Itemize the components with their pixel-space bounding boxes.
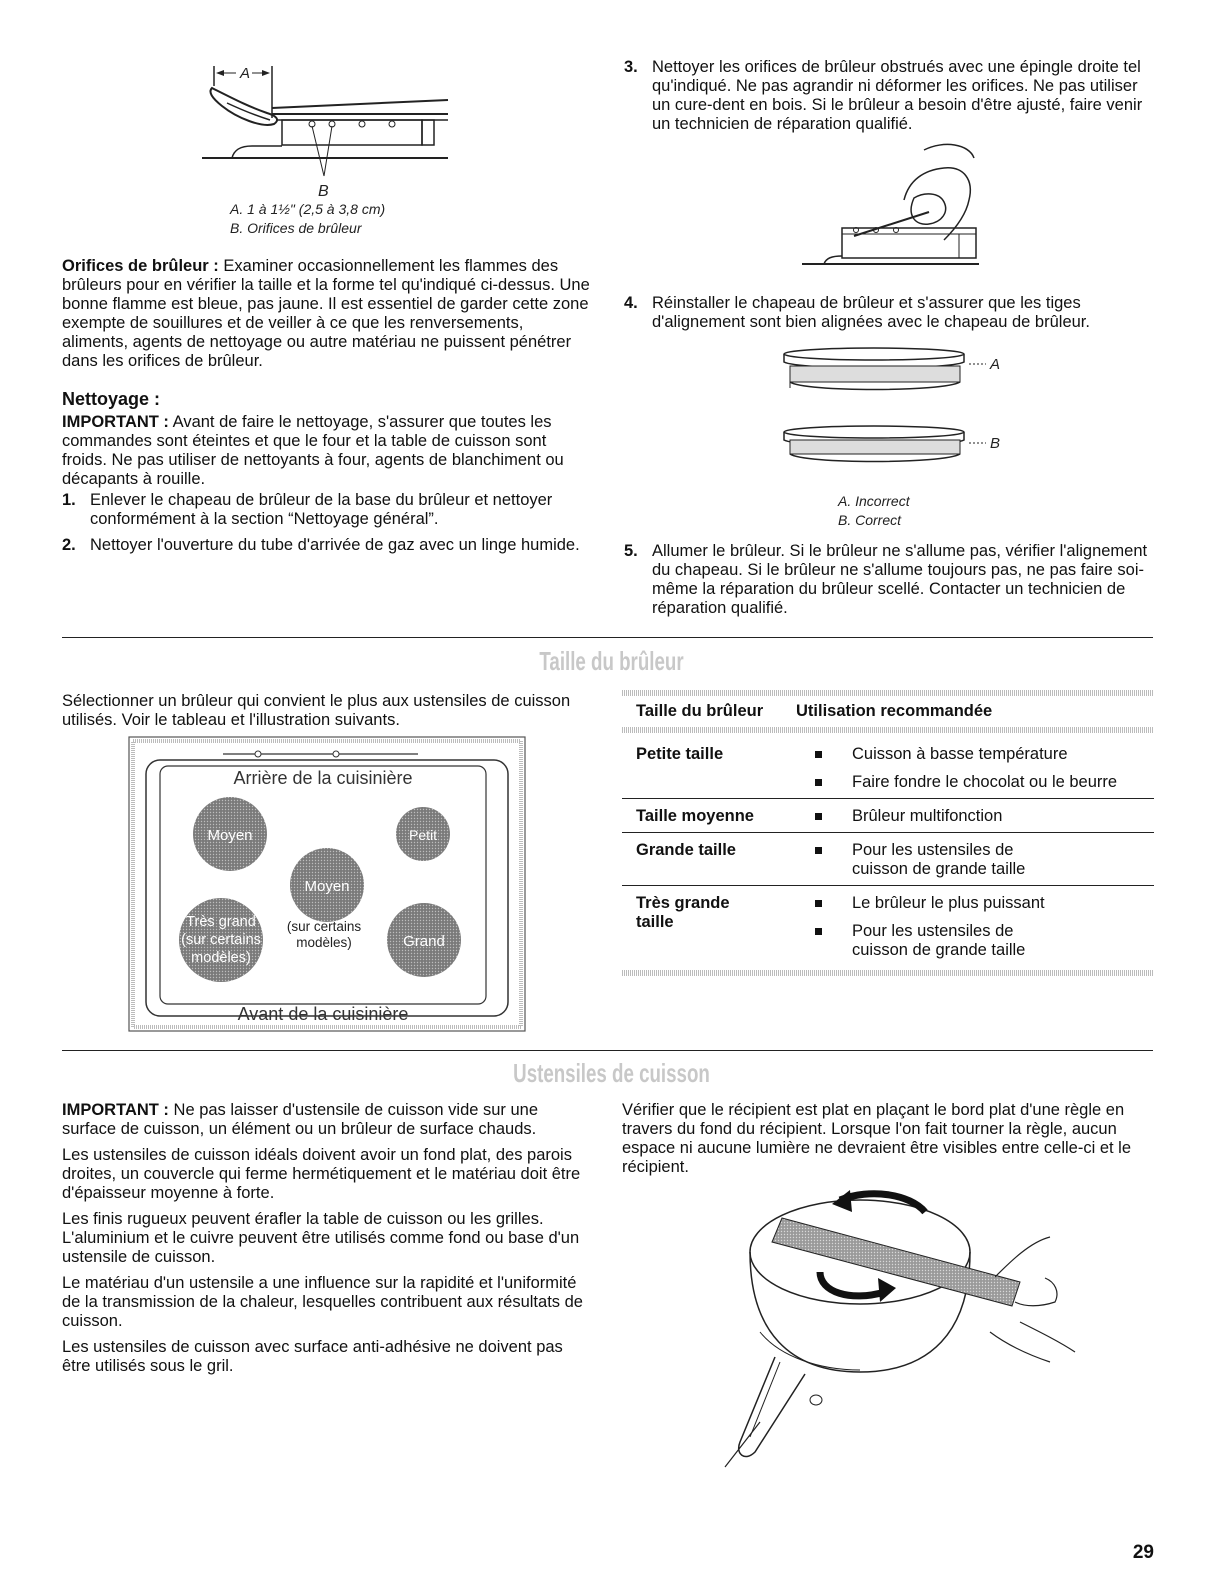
step-4 xyxy=(624,294,1154,332)
burner-size-intro: Sélectionner un brûleur qui convient le plus aux ustensiles de cuisson utilisés. Voir le tableau et l'illustration suivants. xyxy=(62,692,571,729)
cookware-left-column xyxy=(62,1101,590,1376)
row-use: Pour les ustensiles de cuisson de grande taille xyxy=(812,841,1154,879)
step-2-text: Nettoyer l'ouverture du tube d'arrivée de gaz avec un linge humide. xyxy=(90,536,580,554)
cookware-paragraph-4: Les ustensiles de cuisson avec surface anti-adhésive ne doivent pas être utilisés sous le gril. xyxy=(62,1338,563,1375)
step-5-number: 5. xyxy=(624,542,638,560)
cleaning-important-lead: IMPORTANT : xyxy=(62,413,169,431)
cap-caption-b: B. Correct xyxy=(838,512,902,528)
diagram-back-label: Arrière de la cuisinière xyxy=(233,768,413,788)
cleaning-heading: Nettoyage : xyxy=(62,389,161,409)
row-size: Petite taille xyxy=(636,745,724,763)
burner-center-note-2: modèles) xyxy=(296,935,352,950)
cookware-important xyxy=(62,1101,590,1139)
row-use: Le brûleur le plus puissant xyxy=(812,894,1154,913)
cookware-paragraph-1: Les ustensiles de cuisson idéals doivent avoir un fond plat, des parois droites, un couvercle qui ferme hermétiquement et le matériau doit être d'épaisseur moyenne à forte. xyxy=(62,1146,581,1202)
row-use: Faire fondre le chocolat ou le beurre xyxy=(812,773,1154,792)
burner-front-left-label-3: modèles) xyxy=(191,950,251,966)
step-1-text: Enlever le chapeau de brûleur de la base du brûleur et nettoyer conformément à la section “Nettoyage général”. xyxy=(90,491,553,528)
section-rule-cookware xyxy=(62,1050,1153,1051)
burner-front-left-label-1: Très grand xyxy=(186,914,256,930)
pin-cleaning-figure xyxy=(624,140,1154,288)
cookware-paragraph-3: Le matériau d'un ustensile a une influence sur la rapidité et l'uniformité de la transmission de la chaleur, lesquelles contribuent aux résultats de cuisson. xyxy=(62,1274,583,1330)
orifices-lead: Orifices de brûleur : xyxy=(62,257,219,275)
row-use: Cuisson à basse température xyxy=(812,745,1154,764)
page-number: 29 xyxy=(1132,1542,1154,1563)
cap-label-a: A xyxy=(990,356,1001,373)
cooktop-diagram xyxy=(128,736,526,1032)
burner-size-table xyxy=(622,690,1154,976)
cap-alignment-figure xyxy=(624,342,1154,492)
burner-back-right-label: Petit xyxy=(408,827,438,843)
table-row xyxy=(622,799,1154,833)
step-5-text: Allumer le brûleur. Si le brûleur ne s'allume pas, vérifier l'alignement du chapeau. Si le brûleur ne s'allume toujours pas, ne pas faire soi-même la réparation du brûleur scellé. Contacter un technicien de réparation qualifié. xyxy=(652,542,1148,617)
row-size: Taille moyenne xyxy=(636,807,754,825)
table-bottom-hatch xyxy=(622,970,1154,976)
cleaning-important-text: Avant de faire le nettoyage, s'assurer que toutes les commandes sont éteintes et que le four et la table de cuisson sont froids. Ne pas utiliser de nettoyants à four, agents de blanchiment ou décapants à rouille. xyxy=(62,413,564,488)
step-1 xyxy=(62,491,590,529)
cleaning-important xyxy=(62,413,590,489)
step-2 xyxy=(62,536,590,555)
row-use: Pour les ustensiles de cuisson de grande taille xyxy=(812,922,1154,960)
header-size: Taille du brûleur xyxy=(636,702,764,720)
orifices-paragraph xyxy=(62,257,590,371)
fig1-caption xyxy=(62,200,590,238)
table-header xyxy=(622,696,1154,727)
burner-center-label: Moyen xyxy=(304,878,350,895)
step-4-number: 4. xyxy=(624,294,638,312)
burner-size-title: Taille du brûleur xyxy=(539,646,684,676)
burner-back-left-label: Moyen xyxy=(207,827,253,844)
burner-center-note-1: (sur certains xyxy=(286,919,362,934)
row-size: Très grande taille xyxy=(636,894,730,931)
fig1-caption-b: B. Orifices de brûleur xyxy=(230,220,362,236)
fig1-caption-a: A. 1 à 1½" (2,5 à 3,8 cm) xyxy=(230,201,386,217)
cookware-important-lead: IMPORTANT : xyxy=(62,1101,169,1119)
table-row xyxy=(622,886,1154,966)
pan-ruler-figure xyxy=(720,1182,1080,1472)
cap-label-b: B xyxy=(990,435,1001,452)
step-1-number: 1. xyxy=(62,491,76,509)
burner-flame-figure xyxy=(62,58,590,198)
cap-caption-a: A. Incorrect xyxy=(838,493,910,509)
cookware-paragraph-2: Les finis rugueux peuvent érafler la table de cuisson ou les grilles. L'aluminium et le cuivre peuvent être utilisés comme fond ou base d'un ustensile de cuisson. xyxy=(62,1210,580,1266)
orifices-text: Examiner occasionnellement les flammes des brûleurs pour en vérifier la taille et la forme tel qu'indiqué ci-dessus. Une bonne flamme est bleue, pas jaune. Il est essentiel de garder cette zone exempte de souillures et de veiller à ce que les renversements, aliments, agents de nettoyage ou autre matériau ne puissent pénétrer dans les orifices de brûleur. xyxy=(62,257,590,370)
cookware-important-text: Ne pas laisser d'ustensile de cuisson vide sur une surface de cuisson, un élément ou un brûleur de surface chauds. xyxy=(62,1101,539,1138)
table-row xyxy=(622,833,1154,886)
cookware-right-text: Vérifier que le récipient est plat en plaçant le bord plat d'une règle en travers du fond du récipient. Lorsque l'on fait tourner la règle, aucun espace ni aucune lumière ne devraient être visibles entre celle-ci et le récipient. xyxy=(622,1101,1132,1176)
step-3-text: Nettoyer les orifices de brûleur obstrués avec une épingle droite tel qu'indiqué. Ne pas agrandir ni déformer les orifices. Ne pas utiliser un cure-dent en bois. Si le brûleur a besoin d'être ajusté, faire venir un technicien de réparation qualifié. xyxy=(652,58,1143,133)
fig1-label-b: B xyxy=(318,183,329,198)
fig1-label-a: A xyxy=(240,65,251,82)
burner-front-right-label: Grand xyxy=(403,933,445,950)
row-use: Brûleur multifonction xyxy=(812,807,1154,826)
table-row xyxy=(622,733,1154,799)
step-3-number: 3. xyxy=(624,58,638,76)
step-5 xyxy=(624,542,1154,618)
burner-front-left-label-2: (sur certains xyxy=(181,932,261,948)
step-2-number: 2. xyxy=(62,536,76,554)
cap-caption xyxy=(624,492,1154,530)
step-4-text: Réinstaller le chapeau de brûleur et s'assurer que les tiges d'alignement sont bien alignées avec le chapeau de brûleur. xyxy=(652,294,1090,331)
section-rule-burner-size xyxy=(62,637,1153,638)
header-uses: Utilisation recommandée xyxy=(796,702,993,720)
cookware-title: Ustensiles de cuisson xyxy=(513,1058,710,1088)
top-left-column xyxy=(62,58,590,555)
top-right-column xyxy=(624,58,1154,618)
step-3 xyxy=(624,58,1154,134)
diagram-front-label: Avant de la cuisinière xyxy=(237,1004,409,1024)
row-size: Grande taille xyxy=(636,841,736,859)
